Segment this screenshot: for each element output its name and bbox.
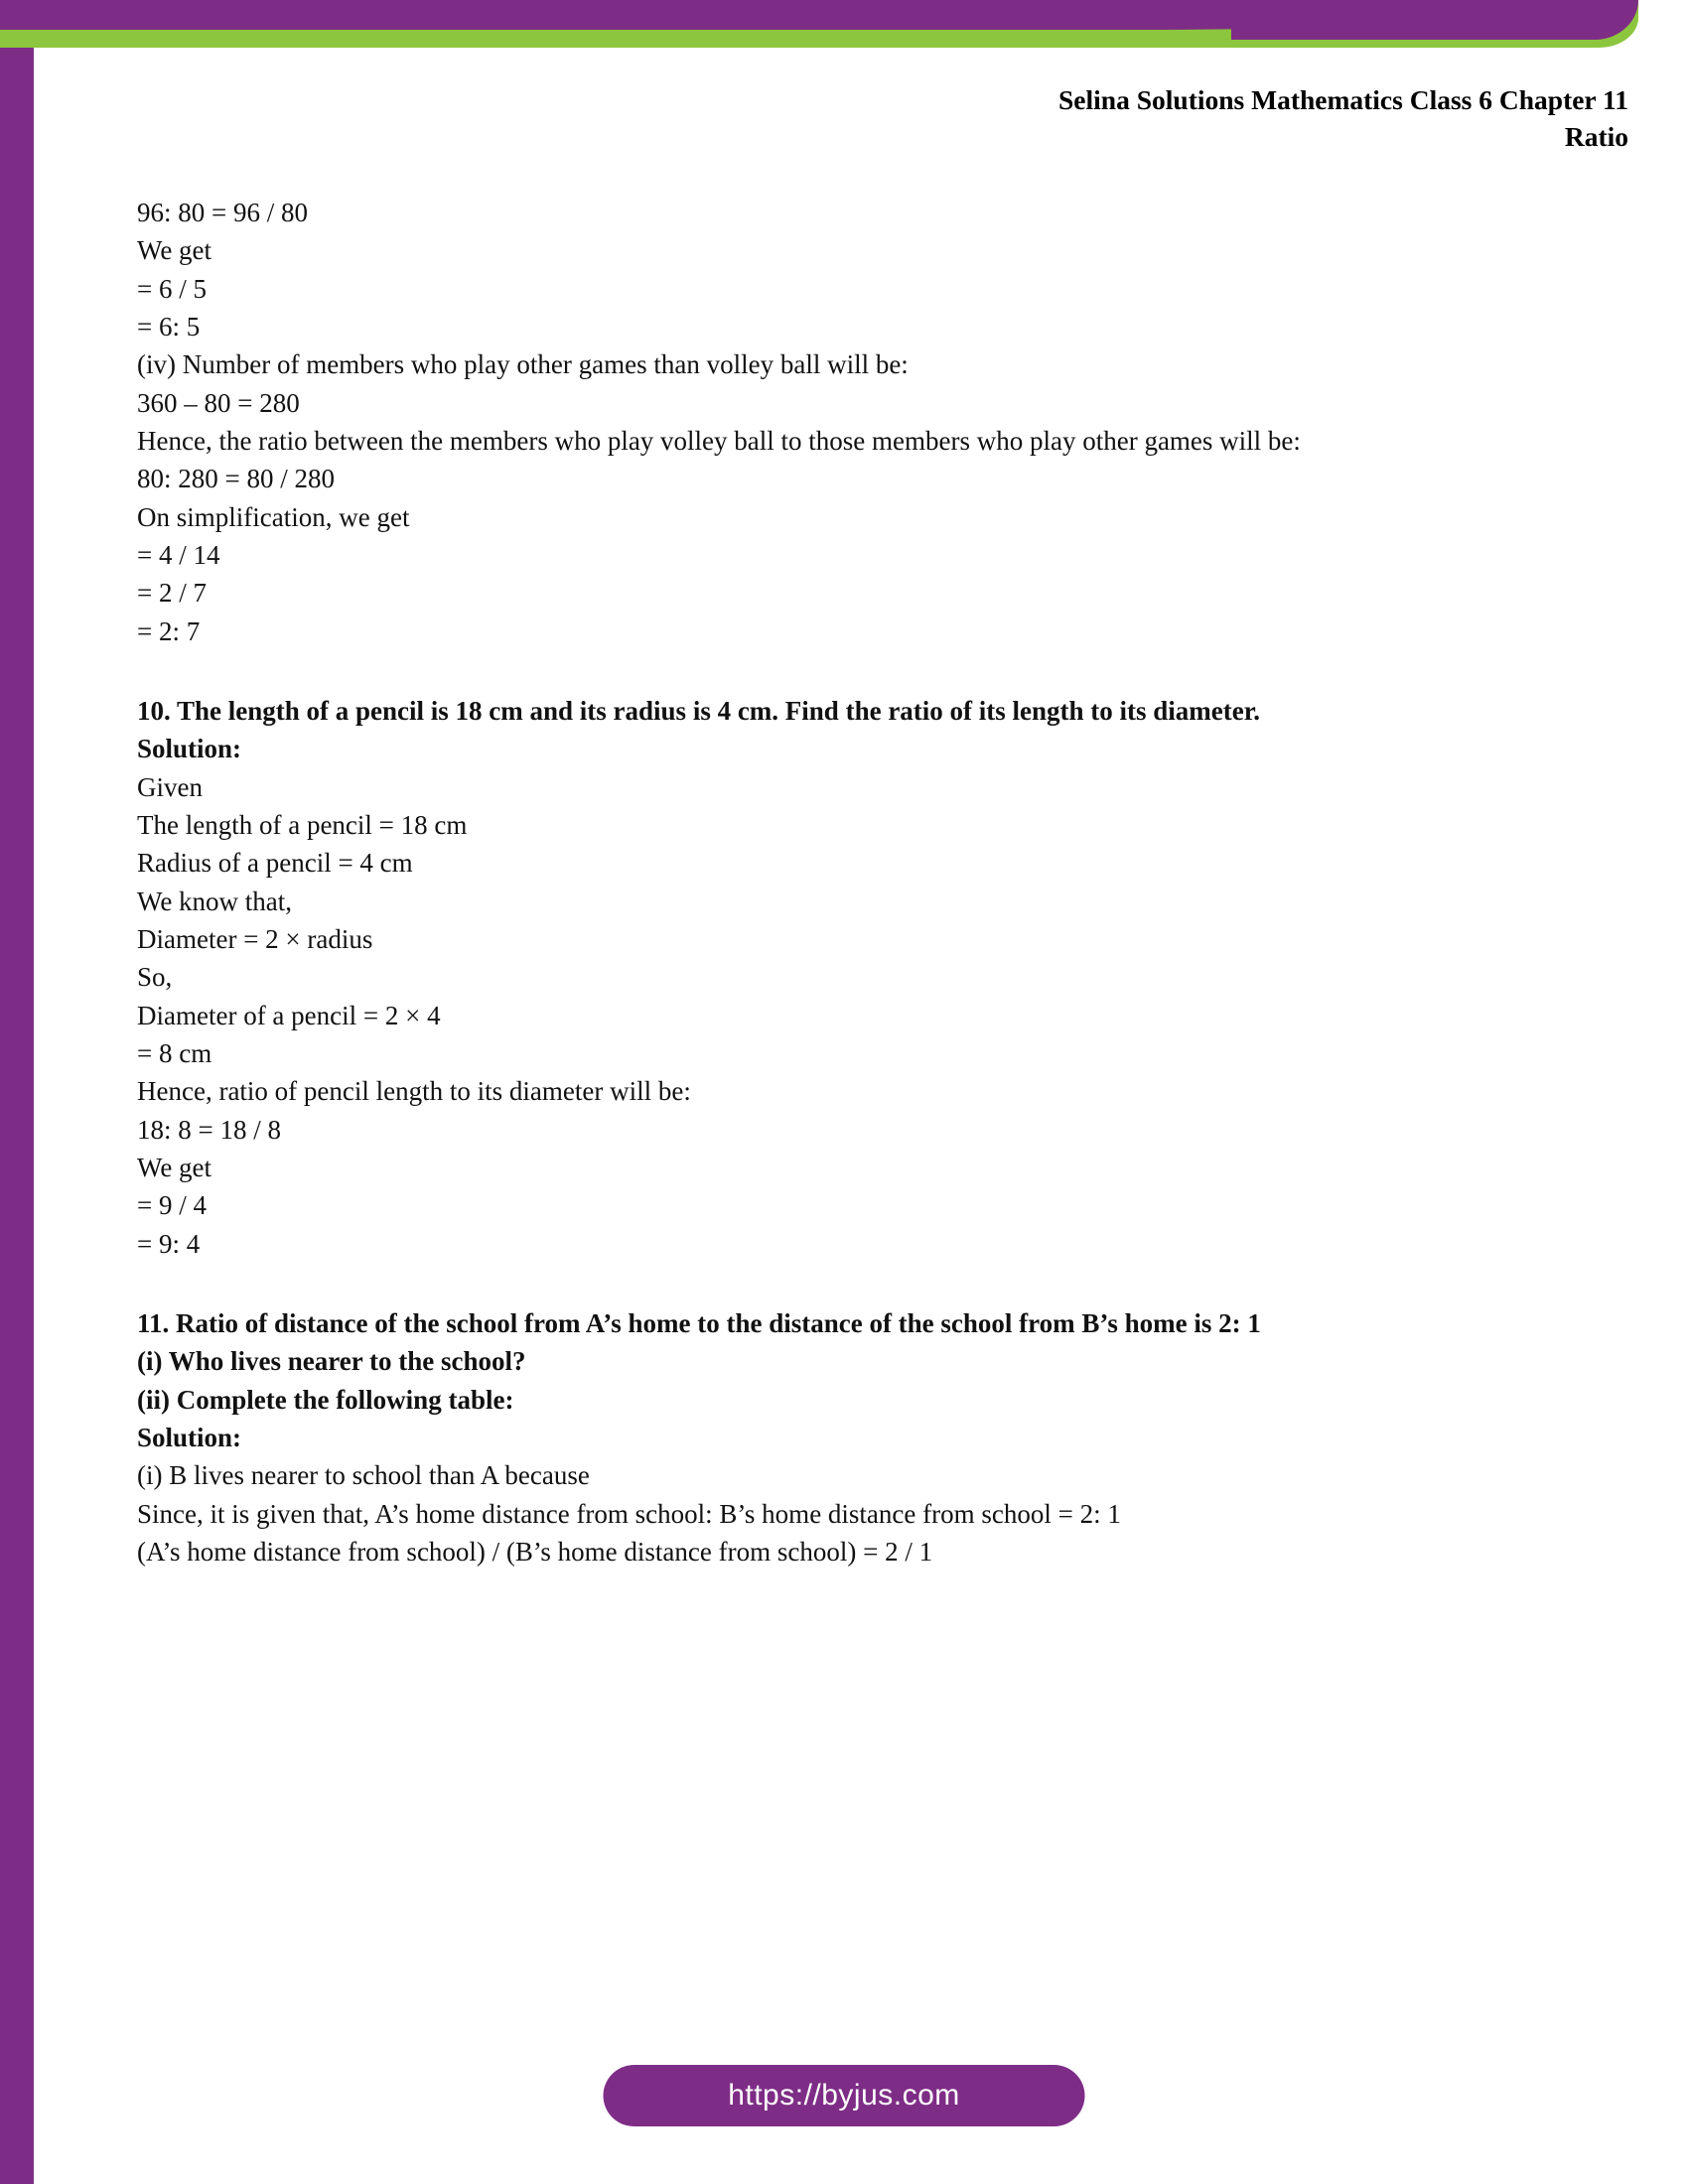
text-line: Radius of a pencil = 4 cm: [137, 848, 413, 879]
text-line: 18: 8 = 18 / 8: [137, 1114, 281, 1145]
text-line: (i) B lives nearer to school than A because: [137, 1460, 590, 1491]
document-header: [536, 81, 1628, 155]
text-line: We know that,: [137, 886, 293, 916]
text-line: Since, it is given that, A’s home distance from school: B’s home distance from school = 2: 1: [137, 1498, 1121, 1529]
text-line: = 9: 4: [137, 1228, 201, 1259]
text-line: We get: [137, 1152, 212, 1182]
text-line: 80: 280 = 80 / 280: [137, 464, 335, 494]
text-line: 96: 80 = 96 / 80: [137, 198, 308, 227]
text-line: On simplification, we get: [137, 501, 410, 532]
byjus-url-badge[interactable]: [604, 2065, 1085, 2126]
text-line: The length of a pencil = 18 cm: [137, 809, 468, 840]
text-line: = 6: 5: [137, 311, 201, 341]
text-line: Hence, the ratio between the members who play volley ball to those members who play other games will be:: [137, 425, 1301, 456]
text-line: = 2: 7: [137, 615, 201, 646]
left-accent-bar: [0, 0, 34, 2184]
text-line-bold: 10. The length of a pencil is 18 cm and its radius is 4 cm. Find the ratio of its length to its diameter.: [137, 695, 1261, 726]
text-line: Diameter of a pencil = 2 × 4: [137, 1000, 441, 1030]
text-line: = 9 / 4: [137, 1190, 207, 1221]
paragraph-spacer: [137, 650, 1522, 692]
purple-corner-band: [1231, 0, 1638, 40]
document-body: [137, 194, 1522, 1570]
byjus-url-text: https://byjus.com: [728, 2079, 960, 2112]
text-line: (iv) Number of members who play other games than volley ball will be:: [137, 349, 909, 380]
text-line: We get: [137, 235, 212, 266]
text-line: = 8 cm: [137, 1037, 212, 1068]
text-line: Diameter = 2 × radius: [137, 923, 373, 954]
paragraph-spacer: [137, 1263, 1522, 1304]
text-line-bold: 11. Ratio of distance of the school from A’s home to the distance of the school from B’s home is 2: 1: [137, 1307, 1261, 1338]
text-line: (A’s home distance from school) / (B’s home distance from school) = 2 / 1: [137, 1536, 933, 1567]
text-line-bold: (ii) Complete the following table:: [137, 1384, 514, 1415]
header-line-1: Selina Solutions Mathematics Class 6 Chapter 11: [1058, 84, 1628, 115]
header-decoration: [0, 0, 1688, 69]
text-line: 360 – 80 = 280: [137, 387, 300, 418]
header-line-2: Ratio: [1564, 121, 1628, 153]
text-line: So,: [137, 962, 173, 993]
text-line: = 2 / 7: [137, 578, 207, 609]
text-line-bold: (i) Who lives nearer to the school?: [137, 1346, 526, 1377]
text-line: = 4 / 14: [137, 539, 220, 570]
text-line-bold: Solution:: [137, 734, 242, 764]
text-line: Hence, ratio of pencil length to its diameter will be:: [137, 1076, 691, 1107]
text-line: Given: [137, 771, 203, 802]
text-line-bold: Solution:: [137, 1422, 242, 1452]
text-line: = 6 / 5: [137, 273, 207, 304]
